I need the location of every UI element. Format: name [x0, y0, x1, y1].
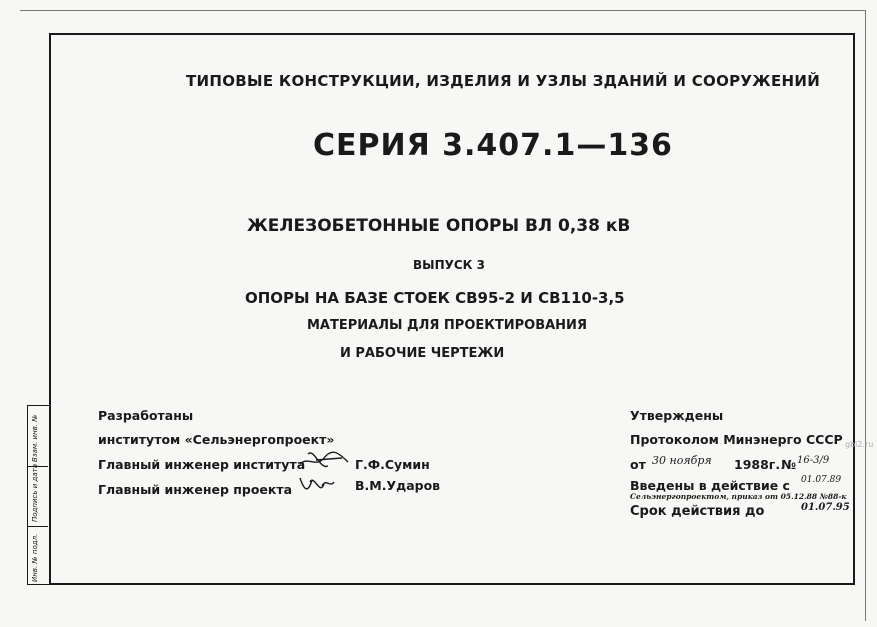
enacted-date: 01.07.89 — [801, 475, 842, 485]
subtitle-line3: И РАБОЧИЕ ЧЕРТЕЖИ — [340, 346, 505, 361]
validity-label: Срок действия до — [630, 504, 765, 519]
chief-engineer-project-label: Главный инженер проекта — [98, 482, 293, 497]
enacted-label: Введены в действие с — [630, 478, 790, 493]
stamp-label-inventory: Инв. № подл. — [31, 533, 39, 582]
chief-engineer-institute-label: Главный инженер института — [98, 457, 306, 472]
validity-date: 01.07.95 — [801, 502, 850, 513]
series-label: ТИПОВЫЕ КОНСТРУКЦИИ, ИЗДЕЛИЯ И УЗЛЫ ЗДАНИЙ И СООРУЖЕНИЙ — [186, 72, 821, 90]
approved-label: Утверждены — [630, 408, 724, 423]
issue-number: ВЫПУСК 3 — [413, 258, 486, 272]
stamp-divider — [28, 526, 48, 527]
series-number: СЕРИЯ 3.407.1—136 — [313, 128, 673, 163]
chief-engineer-institute-name: Г.Ф.Сумин — [355, 457, 430, 472]
approval-number-value: 16-3/9 — [797, 455, 830, 466]
document-title: ЖЕЛЕЗОБЕТОННЫЕ ОПОРЫ ВЛ 0,38 кВ — [247, 216, 631, 236]
enacted-note: Сельэнергопроектом, приказ от 05.12.88 №88-к — [630, 492, 847, 501]
drawing-frame — [49, 33, 855, 585]
watermark-text: gbi2.ru — [845, 440, 874, 449]
approval-number-label: № — [781, 457, 797, 472]
approval-date-day: 30 ноября — [652, 454, 712, 467]
stamp-label-replace: Взам. инв. № — [31, 414, 39, 462]
chief-engineer-project-name: В.М.Ударов — [355, 478, 441, 493]
stamp-label-signature: Подпись и дата — [31, 464, 39, 522]
approval-protocol: Протоколом Минэнерго СССР — [630, 432, 843, 447]
subtitle: ОПОРЫ НА БАЗЕ СТОЕК СВ95-2 И СВ110-3,5 — [245, 289, 625, 307]
approval-date-year: 1988г. — [734, 457, 781, 472]
signature-udarov — [296, 470, 336, 500]
approval-date-prefix: от — [630, 457, 646, 472]
developer-institute: институтом «Сельэнергопроект» — [98, 432, 335, 447]
developed-label: Разработаны — [98, 408, 194, 423]
subtitle-line2: МАТЕРИАЛЫ ДЛЯ ПРОЕКТИРОВАНИЯ — [307, 318, 587, 333]
side-stamp-strip — [27, 405, 49, 585]
